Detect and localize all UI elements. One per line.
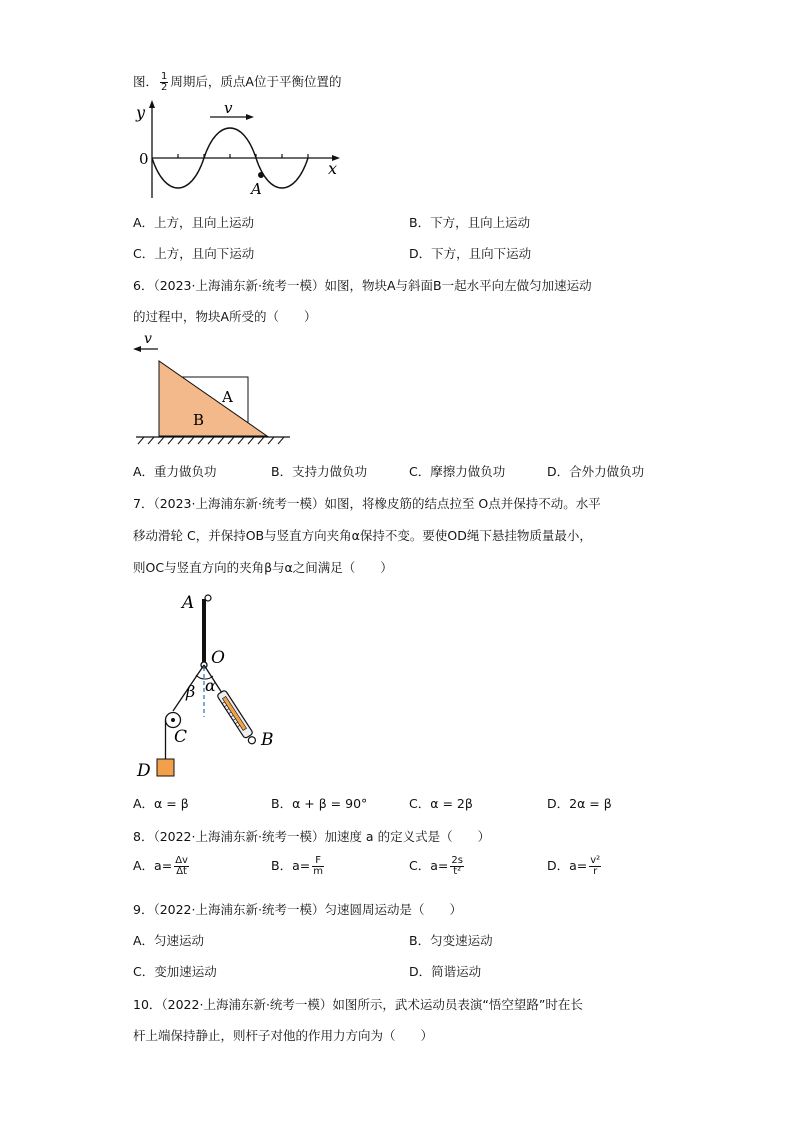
q7-force-figure	[130, 585, 290, 785]
q7-option-a[interactable]: A．α = β	[133, 796, 189, 811]
q6-option-d[interactable]: D．合外力做负功	[547, 464, 645, 479]
q7-stem-line3: 则OC与竖直方向的夹角β与α之间满足（ ）	[133, 560, 393, 575]
q5-fraction	[160, 72, 168, 93]
q7-stem-line1: 7．（2023·上海浦东新·统考一模）如图，将橡皮筋的结点拉至 O点并保持不动。水平	[133, 496, 601, 511]
q5-wave-figure	[130, 98, 350, 208]
q8-option-b-num: F	[312, 856, 324, 867]
q8-option-b-den: m	[313, 866, 323, 877]
q7-beta-label: β	[186, 682, 196, 701]
q5-y-label: y	[136, 103, 146, 122]
q9-option-c[interactable]: C．变加速运动	[133, 964, 217, 979]
q6-option-a[interactable]: A．重力做负功	[133, 464, 217, 479]
q8-option-b-fraction	[312, 856, 324, 877]
q7-weight-d-label: D	[137, 761, 151, 781]
q7-point-o-label: O	[211, 648, 225, 668]
q8-option-a-prefix: A．a=	[133, 858, 173, 873]
q8-option-d-num: v²	[590, 855, 601, 866]
q5-option-b[interactable]: B．下方，且向上运动	[409, 215, 531, 230]
q7-pulley-c-label: C	[174, 727, 188, 747]
q5-frac-den: 2	[161, 82, 168, 93]
q5-v-label: v	[224, 99, 233, 117]
q6-incline-figure	[130, 328, 300, 453]
q8-option-a[interactable]	[133, 856, 191, 877]
q8-option-d-fraction	[589, 856, 601, 877]
q8-stem: 8．（2022·上海浦东新·统考一模）加速度 a 的定义式是（ ）	[133, 829, 491, 844]
q7-option-b[interactable]: B．α + β = 90°	[271, 796, 368, 811]
q5-point-a-label: A	[251, 180, 262, 198]
q8-option-c-fraction	[450, 856, 464, 877]
q8-option-b-prefix: B．a=	[271, 858, 311, 873]
q6-incline-b-label: B	[193, 411, 205, 429]
q9-stem: 9．（2022·上海浦东新·统考一模）匀速圆周运动是（ ）	[133, 902, 462, 917]
q10-stem-line1: 10．（2022·上海浦东新·统考一模）如图所示，武术运动员表演“悟空望路”时在长	[133, 997, 583, 1012]
q8-option-d-prefix: D．a=	[547, 858, 588, 873]
q5-option-c[interactable]: C．上方，且向下运动	[133, 246, 255, 261]
q8-option-a-num: Δv	[175, 855, 188, 866]
q8-option-c-den: t²	[453, 866, 462, 877]
q9-option-b[interactable]: B．匀变速运动	[409, 933, 493, 948]
q7-stem-line2: 移动滑轮 C，并保持OB与竖直方向夹角α保持不变。要使OD绳下悬挂物质量最小，	[133, 528, 592, 543]
q8-option-d[interactable]	[547, 856, 603, 877]
q5-stem	[133, 72, 341, 93]
q8-option-c[interactable]	[409, 856, 466, 877]
q5-stem-prefix: 图．	[133, 74, 159, 89]
q6-stem-line2: 的过程中，物块A所受的（ ）	[133, 309, 317, 324]
q5-frac-num: 1	[161, 71, 168, 82]
q8-option-d-den: r	[593, 866, 598, 877]
q6-option-b[interactable]: B．支持力做负功	[271, 464, 368, 479]
q8-option-c-prefix: C．a=	[409, 858, 449, 873]
q8-option-a-den: Δt	[176, 866, 187, 877]
q7-alpha-label: α	[205, 676, 216, 695]
q7-option-d[interactable]: D．2α = β	[547, 796, 612, 811]
q6-option-c[interactable]: C．摩擦力做负功	[409, 464, 506, 479]
q10-stem-line2: 杆上端保持静止，则杆子对他的作用力方向为（ ）	[133, 1028, 434, 1043]
q5-x-label: x	[328, 159, 338, 178]
q6-v-label: v	[144, 331, 152, 347]
q6-stem-line1: 6．（2023·上海浦东新·统考一模）如图，物块A与斜面B一起水平向左做匀加速运动	[133, 278, 592, 293]
q9-option-a[interactable]: A．匀速运动	[133, 933, 205, 948]
q7-option-c[interactable]: C．α = 2β	[409, 796, 473, 811]
q8-option-c-num: 2s	[451, 855, 463, 866]
q8-option-a-fraction	[174, 856, 189, 877]
q5-option-a[interactable]: A．上方，且向上运动	[133, 215, 255, 230]
q9-option-d[interactable]: D．简谐运动	[409, 964, 482, 979]
q7-point-a-label: A	[182, 593, 195, 613]
q7-point-b-label: B	[261, 730, 274, 750]
q5-option-d[interactable]: D．下方，且向下运动	[409, 246, 532, 261]
q5-origin-label: 0	[139, 150, 149, 168]
q5-stem-suffix: 周期后，质点A位于平衡位置的	[170, 74, 342, 89]
q8-option-b[interactable]	[271, 856, 326, 877]
q6-block-a-label: A	[222, 388, 233, 406]
